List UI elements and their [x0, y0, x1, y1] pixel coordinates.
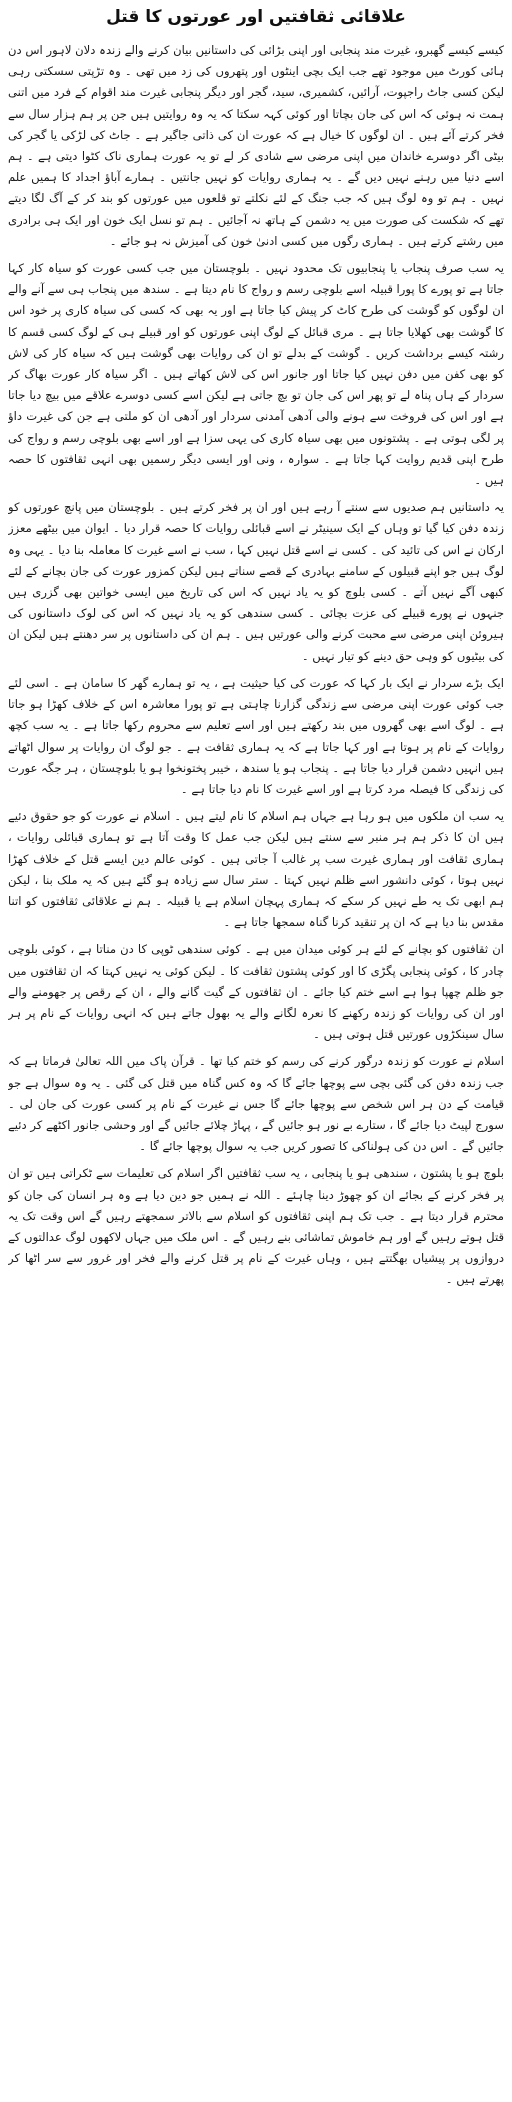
paragraph: بلوچ ہو یا پشتون ، سندھی ہو یا پنجابی ، یہ سب ثقافتیں اگر اسلام کی تعلیمات سے ٹکراتی ہیں تو ان پر فخر کرنے کے بجائے ان کو چھوڑ دینا چاہئے ۔ اللہ نے ہمیں جو دین دیا ہے وہ ہر انسان کی جان کو محترم قرار دیتا ہے ۔ جب تک ہم اپنی ثقافتوں کو اسلام سے بالاتر سمجھتے رہیں گے اس وقت تک یہ قتل ہوتے رہیں گے اور ہم خاموش تماشائی بنے رہیں گے ۔ اس ملک میں جہاں لاکھوں لوگ عدالتوں کے دروازوں پر پیشیاں بھگتتے ہیں ، وہاں غیرت کے نام پر قتل کرنے والے فخر اور غرور سے سر اٹھا کر پھرتے ہیں ۔ [8, 1166, 504, 1287]
paragraph: کیسے کیسے گھبرو، غیرت مند پنجابی اور اپنی بڑائی کی داستانیں بیان کرنے والے زندہ دلان لاہور اس دن ہائی کورٹ میں موجود تھے جب ایک بچی اینٹوں اور پتھروں کی زد میں تھی ۔ وہ تڑپتی سسکتی رہی لیکن کسی جاٹ راجپوت، آرائیں، کشمیری، سید، گجر اور دیگر پنجابی غیرت مند اقوام کے فرد میں اتنی ہمت نہ ہوئی کہ اس کی جان بچاتا اور کوئی کہہ سکتا کہ یہ وہ روایتیں ہیں جن پر ہم ہزار سال سے فخر کرتے آئے ہیں ۔ ان لوگوں کا خیال ہے کہ عورت ان کی ذاتی جاگیر ہے ۔ جاٹ کی لڑکی یا گجر کی بیٹی اگر دوسرے خاندان میں اپنی مرضی سے شادی کر لے تو یہ عورت ہماری ناک کٹوا دیتی ہے ۔ ہم اسے دنیا میں رہنے نہیں دیں گے ۔ یہ ہماری روایات کو نہیں جانتیں ۔ ہمارے آباؤ اجداد کا ہمیں علم نہیں ۔ ہم تو وہ لوگ ہیں کہ جب جنگ کے لئے نکلتے تو قلعوں میں عورتوں کو بند کر کے آگ لگا دیتے تھے کہ شکست کی صورت میں یہ دشمن کے ہاتھ نہ آجائیں ۔ ہم تو نسل ایک خون اور ایک ہی برادری میں رشتے کرتے ہیں ۔ ہماری رگوں میں کسی ادنیٰ خون کی آمیزش نہ ہو جائے ۔ [8, 43, 504, 248]
paragraph: ان ثقافتوں کو بچانے کے لئے ہر کوئی میدان میں ہے ۔ کوئی سندھی ٹوپی کا دن مناتا ہے ، کوئی بلوچی چادر کا ، کوئی پنجابی پگڑی کا اور کوئی پشتون ثقافت کا ۔ لیکن کوئی یہ نہیں کہتا کہ ان ثقافتوں میں جو ظلم چھپا ہوا ہے اسے ختم کیا جائے ۔ ان ثقافتوں کے گیت گانے والے ، ان کے رقص پر جھومنے والے اور ان کی روایات کو زندہ رکھنے کا نعرہ لگانے والے یہ بھول جاتے ہیں کہ انہی روایات کے نام پر ہر سال سینکڑوں عورتیں قتل ہوتی ہیں ۔ [8, 942, 504, 1042]
paragraph: یہ سب صرف پنجاب یا پنجابیوں تک محدود نہیں ۔ بلوچستان میں جب کسی عورت کو سیاہ کار کہا جاتا ہے تو پورے کا پورا قبیلہ اسے بلوچی رسم و رواج کا نام دیتا ہے ۔ سندھ میں پنجاب ہی سے آنے والے ان لوگوں کو گوشت کی طرح کاٹ کر پیش کیا جاتا ہے اور یہ بھی کہ کسی کی سیاہ کاری پر خود اس کا گوشت بھی کھلایا جاتا ہے ۔ مری قبائل کے لوگ اپنی عورتوں کو اور قبیلے ہی کے لوگ کسی قسم کا رشتہ کیسے برداشت کریں ۔ گوشت کے بدلے تو ان کی روایات بھی گوشت ہیں کہ سیاہ کار کی لاش کو بھی کفن میں دفن نہیں کیا جاتا اور جانور اس کی لاش کھاتے ہیں ۔ اگر سیاہ کار عورت بھاگ کر سردار کے ہاں پناہ لے تو پھر اس کی جان تو بچ جاتی ہے لیکن اسے کسی دوسرے علاقے میں بیچ دیا جاتا ہے اور اس کی فروخت سے ہونے والی آدھی آمدنی سردار اور آدھی ان کو ملتی ہے جن کی غیرت داؤ پر لگی ہوتی ہے ۔ پشتونوں میں بھی سیاہ کاری کی یہی سزا ہے اور اسے بھی بلوچی رسم و رواج کی طرح اپنی قدیم روایت کہا جاتا ہے ۔ سوارہ ، ونی اور ایسی دیگر رسمیں بھی انہی ثقافتوں کا حصہ ہیں ۔ [8, 261, 504, 488]
paragraph: یہ داستانیں ہم صدیوں سے سنتے آ رہے ہیں اور ان پر فخر کرتے ہیں ۔ بلوچستان میں پانچ عورتوں کو زندہ دفن کیا گیا تو وہاں کے ایک سینیٹر نے اسے قبائلی روایات کا حصہ قرار دیا ۔ ایوان میں بیٹھے معزز ارکان نے اس کی تائید کی ۔ کسی نے اسے قتل نہیں کہا ، سب نے اسے غیرت کا معاملہ بنا دیا ۔ یہی وہ لوگ ہیں جو اپنے قبیلوں کے سامنے بہادری کے قصے سناتے ہیں لیکن کمزور عورت کی جان بچانے کے لئے کبھی آگے نہیں آتے ۔ کسی بلوچ کو یہ یاد نہیں کہ اس کی تاریخ میں ایسی خواتین بھی گزری ہیں جنہوں نے پورے قبیلے کی عزت بچائی ۔ کسی سندھی کو یہ یاد نہیں کہ اس کی لوک داستانوں کی ہیروئن اپنی مرضی سے محبت کرنے والی عورتیں ہیں ۔ ہم ان کی داستانوں پر سر دھنتے ہیں لیکن ان کی بیٹیوں کو وہی حق دینے کو تیار نہیں ۔ [8, 500, 504, 663]
article-title: علاقائی ثقافتیں اور عورتوں کا قتل [106, 7, 406, 27]
article-body [8, 40, 504, 2094]
paragraph: یہ سب ان ملکوں میں ہو رہا ہے جہاں ہم اسلام کا نام لیتے ہیں ۔ اسلام نے عورت کو جو حقوق دئیے ہیں ان کا ذکر ہم ہر منبر سے سنتے ہیں لیکن جب عمل کا وقت آتا ہے تو ہماری قبائلی روایات ، ہماری ثقافت اور ہماری غیرت سب پر غالب آ جاتی ہیں ۔ کوئی عالم دین ایسے قتل کے خلاف کھڑا نہیں ہوتا ، کوئی دانشور اسے ظلم نہیں کہتا ۔ ستر سال سے زیادہ ہو گئے ہیں کہ یہ ملک بنا ، لیکن ہم ابھی تک یہ طے نہیں کر سکے کہ ہماری پہچان اسلام ہے یا قبیلہ ۔ ہم نے علاقائی ثقافتوں کو اتنا مقدس بنا دیا ہے کہ ان پر تنقید کرنا گناہ سمجھا جاتا ہے ۔ [8, 809, 504, 930]
paragraph: اسلام نے عورت کو زندہ درگور کرنے کی رسم کو ختم کیا تھا ۔ قرآن پاک میں اللہ تعالیٰ فرماتا ہے کہ جب زندہ دفن کی گئی بچی سے پوچھا جائے گا کہ وہ کس گناہ میں قتل کی گئی ۔ یہ وہ سوال ہے جو قیامت کے دن ہر اس شخص سے پوچھا جائے گا جس نے غیرت کے نام پر کسی عورت کی جان لی ۔ سورج لپیٹ دیا جائے گا ، ستارے بے نور ہو جائیں گے ، پہاڑ چلائے جائیں گے اور وحشی جانور اکٹھے کر دئیے جائیں گے ۔ اس دن کی ہولناکی کا تصور کریں جب یہ سوال پوچھا جائے گا ۔ [8, 1054, 504, 1154]
paragraph: ایک بڑے سردار نے ایک بار کہا کہ عورت کی کیا حیثیت ہے ، یہ تو ہمارے گھر کا سامان ہے ۔ اسی لئے جب کوئی عورت اپنی مرضی سے زندگی گزارنا چاہتی ہے تو پورا معاشرہ اس کے خلاف کھڑا ہو جاتا ہے ۔ لوگ اسے بھی گھروں میں بند رکھتے ہیں اور اسے تعلیم سے محروم رکھا جاتا ہے ۔ یہ سب کچھ روایات کے نام پر ہوتا ہے اور کہا جاتا ہے کہ یہ ہماری ثقافت ہے ۔ جو لوگ ان روایات پر سوال اٹھاتے ہیں انہیں دشمن قرار دیا جاتا ہے ۔ پنجاب ہو یا سندھ ، خیبر پختونخوا ہو یا بلوچستان ، ہر جگہ عورت کی زندگی کا فیصلہ مرد کرتا ہے اور اسے غیرت کا نام دیا جاتا ہے ۔ [8, 675, 504, 796]
